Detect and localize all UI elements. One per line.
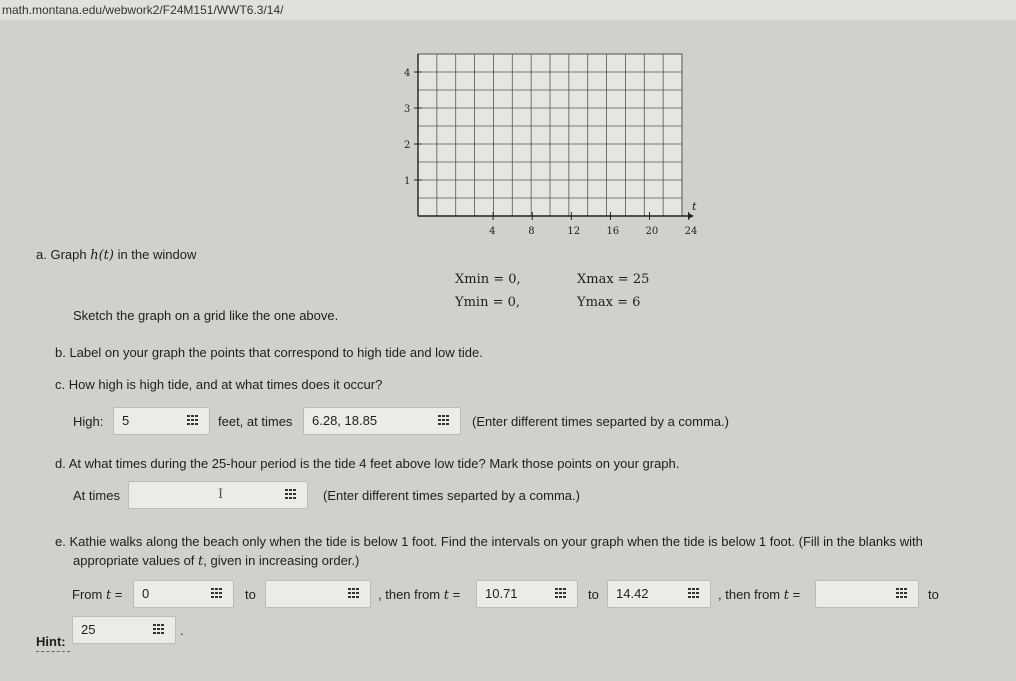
period: .	[180, 623, 184, 638]
xmax: Xmax = 25	[577, 272, 650, 287]
text-cursor-icon: I	[218, 487, 224, 502]
hint-underline	[36, 651, 70, 652]
part-d-question: d. At what times during the 25-hour period is the tide 4 feet above low tide? Mark those points on your graph.	[55, 456, 680, 471]
y-tick-label: 2	[404, 140, 411, 151]
tide-graph-grid	[390, 40, 700, 245]
interval2-start-value: 10.71	[485, 586, 518, 601]
high-tide-value: 5	[122, 413, 130, 428]
part-e-question-line1: e. Kathie walks along the beach only when the tide is below 1 foot. Find the intervals on your graph when the tide is below 1 foot. (Fill in the blanks with	[55, 534, 923, 549]
then-from-text: , then from	[378, 587, 444, 602]
math-keyboard-icon[interactable]	[285, 489, 297, 500]
x-tick-label: 8	[528, 226, 535, 237]
high-tide-input[interactable]	[113, 407, 210, 435]
then-from-label-1	[378, 587, 460, 603]
y-tick-label: 4	[404, 68, 411, 79]
math-keyboard-icon[interactable]	[896, 588, 908, 599]
equals-sign: =	[111, 587, 123, 602]
x-tick-label: 12	[567, 226, 581, 237]
part-a-text	[36, 247, 196, 263]
function-h-of-t: h(t)	[90, 248, 114, 263]
math-keyboard-icon[interactable]	[211, 588, 223, 599]
at-times-label: At times	[73, 488, 120, 503]
interval2-end-input[interactable]	[607, 580, 711, 608]
problem-page	[0, 20, 1016, 681]
part-e-question-line2	[73, 553, 359, 569]
interval3-end-value: 25	[81, 622, 96, 637]
to-label-2: to	[588, 587, 599, 602]
x-tick-label: 4	[489, 226, 496, 237]
xmin: Xmin = 0,	[455, 272, 521, 287]
x-tick-label: 24	[684, 226, 698, 237]
high-label: High:	[73, 414, 104, 429]
to-label-3: to	[928, 587, 939, 602]
y-tick-label: 3	[404, 104, 411, 115]
then-from-text: , then from	[718, 587, 784, 602]
feet-at-times-label: feet, at times	[218, 414, 293, 429]
ymin: Ymin = 0,	[455, 295, 520, 310]
ymax: Ymax = 6	[577, 295, 641, 310]
to-label-1: to	[245, 587, 256, 602]
math-keyboard-icon[interactable]	[688, 588, 700, 599]
sketch-instruction: Sketch the graph on a grid like the one above.	[73, 308, 339, 323]
math-keyboard-icon[interactable]	[438, 415, 450, 426]
t-variable: t	[783, 588, 789, 603]
part-d-note: (Enter different times separted by a comma.)	[323, 488, 580, 503]
interval1-start-input[interactable]	[133, 580, 234, 608]
t-variable: t	[105, 588, 112, 603]
hint-link[interactable]: Hint:	[36, 634, 66, 649]
high-tide-times-input[interactable]	[303, 407, 461, 435]
part-a-label-end: in the window	[113, 247, 197, 262]
part-c-note: (Enter different times separted by a comma.)	[472, 414, 729, 429]
math-keyboard-icon[interactable]	[187, 415, 199, 426]
math-keyboard-icon[interactable]	[348, 588, 360, 599]
x-tick-label: 20	[645, 226, 659, 237]
math-keyboard-icon[interactable]	[153, 624, 165, 635]
part-e-text-a: appropriate values of	[73, 553, 199, 568]
from-text: From	[72, 587, 106, 602]
t-variable: t	[198, 554, 204, 569]
y-tick-label: 1	[404, 176, 411, 187]
part-e-text-b: , given in increasing order.)	[203, 553, 360, 568]
part-b-question: b. Label on your graph the points that correspond to high tide and low tide.	[55, 345, 483, 360]
math-keyboard-icon[interactable]	[555, 588, 567, 599]
equals-sign: =	[448, 587, 461, 602]
then-from-label-2	[718, 587, 800, 603]
high-tide-times-value: 6.28, 18.85	[312, 413, 378, 428]
from-label	[72, 587, 122, 603]
interval2-start-input[interactable]	[476, 580, 578, 608]
interval3-start-input[interactable]	[815, 580, 919, 608]
t-variable: t	[443, 588, 449, 603]
four-feet-times-input[interactable]	[128, 481, 308, 509]
equals-sign: =	[788, 587, 801, 602]
url-bar: math.montana.edu/webwork2/F24M151/WWT6.3/14/	[0, 0, 1016, 20]
part-c-question: c. How high is high tide, and at what times does it occur?	[55, 377, 383, 392]
interval1-end-input[interactable]	[265, 580, 371, 608]
x-tick-label: 16	[606, 226, 620, 237]
x-axis-label: t	[692, 200, 697, 213]
interval3-end-input[interactable]	[72, 616, 176, 644]
part-a-label: a. Graph	[36, 247, 91, 262]
interval1-start-value: 0	[142, 586, 150, 601]
interval2-end-value: 14.42	[616, 586, 649, 601]
